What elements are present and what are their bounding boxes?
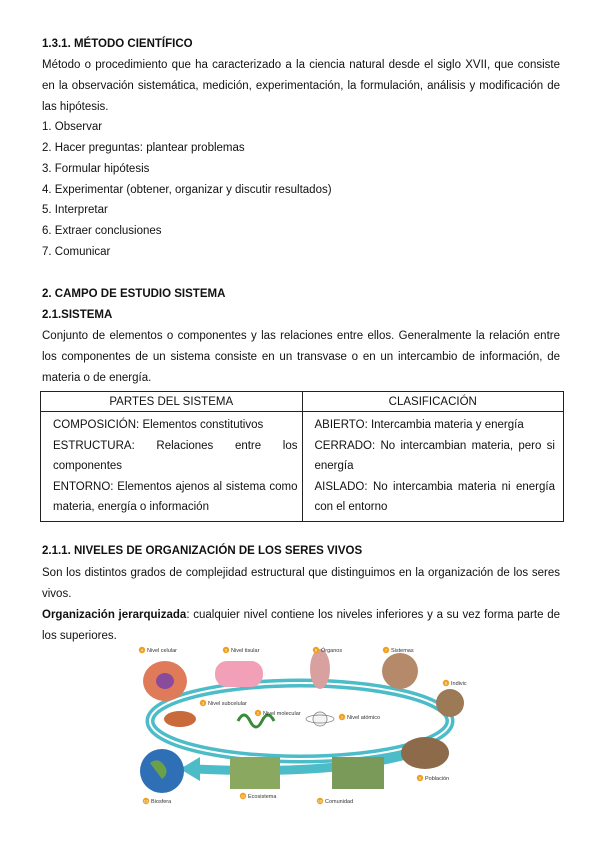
level-label: Biosfera bbox=[151, 799, 172, 805]
organizacion-term: Organización jerarquizada bbox=[42, 609, 187, 621]
organ-picture bbox=[310, 649, 330, 689]
list-item: 5. Interpretar bbox=[42, 204, 108, 216]
level-number: 2 bbox=[256, 710, 260, 716]
level-label: Población bbox=[425, 776, 450, 782]
table-header-clasificacion: CLASIFICACIÓN bbox=[302, 392, 564, 412]
metodo-intro-paragraph: Método o procedimiento que ha caracterizado a la ciencia natural desde el siglo XVII, que consiste en la observación sistemática, medición, experimentación, la formulación, análisis y modificación de las hipótesis. bbox=[42, 59, 560, 113]
level-label: Nivel atómico bbox=[347, 715, 381, 721]
level-label: Nivel tisular bbox=[231, 648, 260, 654]
list-item: 3. Formular hipótesis bbox=[42, 163, 150, 175]
level-number: 6 bbox=[314, 647, 318, 653]
sistema-intro-paragraph: Conjunto de elementos o componentes y las relaciones entre ellos. Generalmente la relación entre los componentes de un sistema consiste en un transvase o en un intercambio de información, de materia o de energía. bbox=[42, 330, 560, 384]
organization-levels-diagram bbox=[120, 641, 480, 811]
atom-picture bbox=[313, 712, 327, 726]
table-cell-partes bbox=[41, 412, 303, 522]
sub-heading-sistema: 2.1.SISTEMA bbox=[42, 309, 113, 321]
organizacion-text: : cualquier nivel contiene los niveles inferiores y a su vez forma parte de los superiores. bbox=[42, 609, 560, 642]
sistema-table bbox=[40, 391, 564, 522]
table-cell-line: AISLADO: No intercambia materia ni energía con el entorno bbox=[314, 480, 555, 513]
ecosystem-picture bbox=[230, 757, 280, 789]
table-cell-clasificacion bbox=[302, 412, 564, 522]
level-number: 10 bbox=[317, 798, 323, 804]
list-item: 1. Observar bbox=[42, 121, 103, 133]
table-header-partes: PARTES DEL SISTEMA bbox=[41, 392, 303, 412]
level-number: 5 bbox=[224, 647, 228, 653]
table-cell-line: COMPOSICIÓN: Elementos constitutivos bbox=[53, 419, 264, 431]
table-cell-line: ABIERTO: Intercambia materia y energía bbox=[314, 419, 524, 431]
community-picture bbox=[332, 757, 384, 789]
population-picture bbox=[401, 737, 449, 769]
level-label: Sistemas bbox=[391, 648, 414, 654]
level-number: 1 bbox=[340, 714, 344, 720]
rabbit-system-picture bbox=[382, 653, 418, 689]
cell-nucleus-picture bbox=[156, 673, 174, 689]
list-item: 7. Comunicar bbox=[42, 246, 111, 258]
niveles-intro-paragraph: Son los distintos grados de complejidad estructural que distinguimos en la organización de los seres vivos. bbox=[42, 567, 560, 600]
list-item: 2. Hacer preguntas: plantear problemas bbox=[42, 142, 245, 154]
level-number: 11 bbox=[240, 793, 246, 799]
list-item: 4. Experimentar (obtener, organizar y discutir resultados) bbox=[42, 184, 332, 196]
level-number: 12 bbox=[143, 798, 149, 804]
mitochondria-picture bbox=[164, 711, 196, 727]
level-label: Indivic bbox=[451, 681, 467, 687]
section-heading-campo: 2. CAMPO DE ESTUDIO SISTEMA bbox=[42, 288, 226, 300]
level-label: Comunidad bbox=[325, 799, 354, 805]
table-cell-line: ESTRUCTURA: Relaciones entre los componentes bbox=[53, 439, 298, 472]
list-item: 6. Extraer conclusiones bbox=[42, 225, 162, 237]
table-cell-line: CERRADO: No intercambian materia, pero si energía bbox=[314, 439, 555, 472]
tissue-picture bbox=[215, 661, 263, 687]
level-number: 9 bbox=[418, 775, 422, 781]
level-label: Nivel subcelular bbox=[208, 701, 247, 707]
level-number: 7 bbox=[384, 647, 388, 653]
section-heading-niveles: 2.1.1. NIVELES DE ORGANIZACIÓN DE LOS SERES VIVOS bbox=[42, 545, 363, 557]
level-label: Órganos bbox=[321, 648, 343, 654]
level-number: 4 bbox=[140, 647, 144, 653]
individual-picture bbox=[436, 689, 464, 717]
table-cell-line: ENTORNO: Elementos ajenos al sistema como materia, energía o información bbox=[53, 480, 298, 513]
section-heading-metodo: 1.3.1. MÉTODO CIENTÍFICO bbox=[42, 38, 193, 50]
level-label: Ecosistema bbox=[248, 794, 277, 800]
level-label: Nivel molecular bbox=[263, 711, 301, 717]
level-number: 3 bbox=[201, 700, 205, 706]
level-label: Nivel celular bbox=[147, 648, 177, 654]
level-number: 8 bbox=[444, 680, 448, 686]
